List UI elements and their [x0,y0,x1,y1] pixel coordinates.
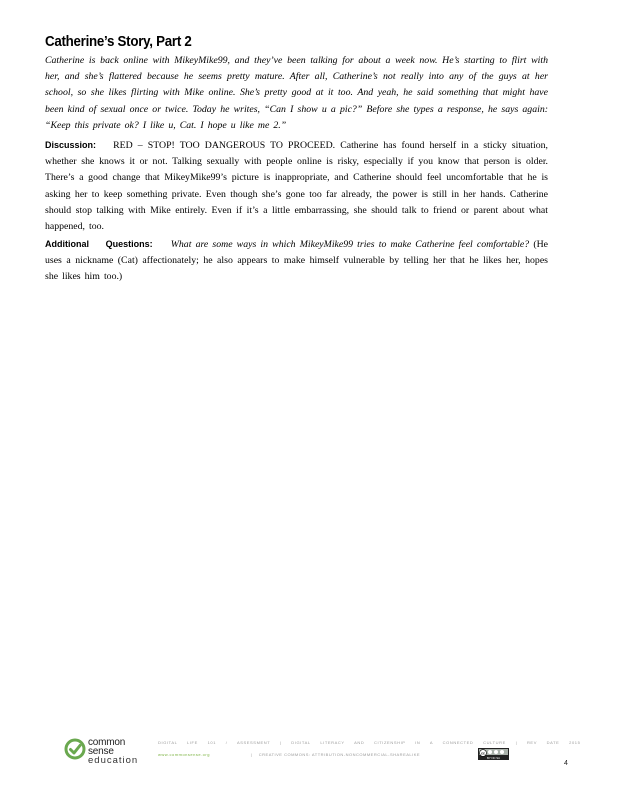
footer-license-line [158,752,488,757]
svg-text:cc: cc [481,751,485,756]
cc-label: BY NC SA [486,755,501,760]
creative-commons-badge [478,748,509,760]
logo-line-sense: sense [88,746,114,757]
story-paragraph: Catherine is back online with MikeyMike99, and they’ve been talking for about a week now. He’s starting to flirt with her, and she’s flattered because he seems pretty mature. After all, Catherine’s not really into any of the guys at her school, so she likes flirting with Mike online. She’s pretty good at it too. And yeah, he said something that might have been kind of sexual once or twice. Today he writes, “Can I show u a pic?” Before she types a response, he says again: “Keep this private ok? I like u, Cat. I hope u like me 2.” [45,55,548,131]
common-sense-logo-icon [64,738,86,760]
additional-answer-text: (He uses a nickname (Cat) affectionately; he also appears to make himself vulnerable by telling her that he likes her, hopes she likes him too.) [45,239,548,283]
footer-separator: | [250,752,253,757]
footer-course-info: DIGITAL LIFE 101 / ASSESSMENT | DIGITAL LITERACY AND CITIZENSHIP IN A CONNECTED CULTURE | REV DATE 2015 [158,740,581,745]
common-sense-logo [64,738,154,772]
page-number: 4 [564,760,568,767]
logo-line-common: common [88,737,126,748]
discussion-label: Discussion: [45,140,97,150]
page-footer [0,728,618,778]
logo-wordmark [88,738,138,765]
additional-question-text: What are some ways in which MikeyMike99 tries to make Catherine feel comfortable? [170,239,530,250]
page-title: Catherine’s Story, Part 2 [45,34,192,50]
logo-line-education: education [88,755,139,766]
footer-website-link[interactable]: www.commonsense.org [158,752,210,757]
discussion-section [45,137,548,235]
footer-license-text: CREATIVE COMMONS: ATTRIBUTION-NONCOMMERCIAL-SHAREALIKE [258,752,421,757]
additional-questions-section [45,236,548,286]
additional-questions-label: Additional Questions: [45,239,153,249]
discussion-text: RED – STOP! TOO DANGEROUS TO PROCEED. Catherine has found herself in a sticky situation, whether she knows it or not. Talking sexually with people online is risky, especially if you know that person is older. There’s a good change that MikeyMike99’s picture is inappropriate, and Catherine should feel uncomfortable that he is asking her to keep something private. Even though she’s gone too far already, the power is still in her hands. Catherine should stop talking with Mike entirely. Even if it’s a little embarrassing, she should talk to friend or parent about what happened, too. [45,140,548,233]
cc-license-icon [478,748,509,760]
